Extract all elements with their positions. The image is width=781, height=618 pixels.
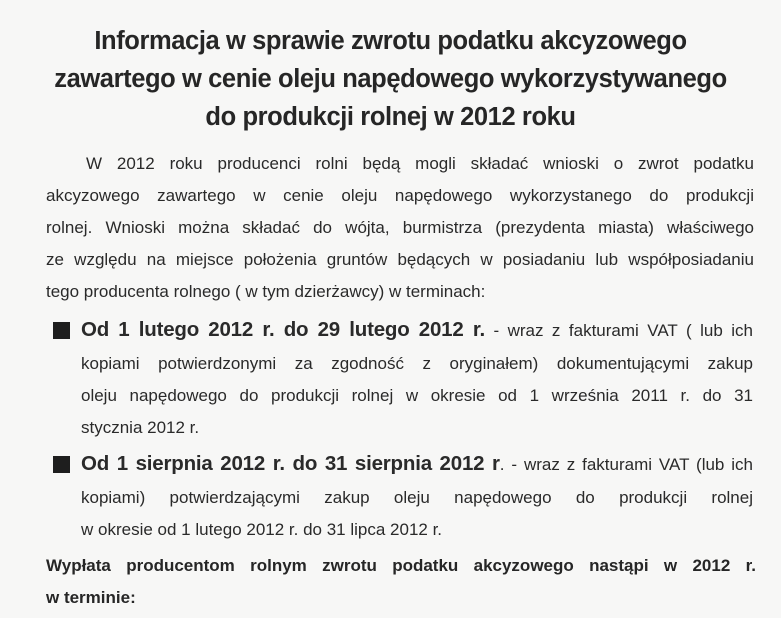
- title-line-2: zawartego w cenie oleju napędowego wykorzystywanego: [54, 65, 727, 93]
- intro-line-3: rolnej. Wnioski można składać do wójta, burmistrza (prezydenta miasta) właściwego: [46, 218, 754, 237]
- intro-line-2: akcyzowego zawartego w cenie oleju napędowego wykorzystanego do produkcji: [46, 186, 754, 205]
- payout-paragraph: [46, 550, 756, 614]
- square-bullet-icon: [53, 456, 70, 473]
- intro-paragraph: [46, 148, 754, 308]
- period-1-first-line-rest: - wraz z fakturami VAT ( lub ich: [484, 321, 753, 340]
- title-line-1: Informacja w sprawie zwrotu podatku akcyzowego: [94, 27, 687, 55]
- period-2-line-2: kopiami) potwierdzającymi zakup oleju napędowego do produkcji rolnej: [81, 488, 753, 507]
- title-line-3: do produkcji rolnej w 2012 roku: [205, 103, 576, 131]
- period-item-2-text: [81, 446, 753, 546]
- payout-line-1: Wypłata producentom rolnym zwrotu podatku akcyzowego nastąpi w 2012 r.: [46, 556, 756, 575]
- period-2-first-line-rest: - wraz z fakturami VAT (lub ich: [504, 455, 753, 474]
- period-1-line-2: kopiami potwierdzonymi za zgodność z oryginałem) dokumentującymi zakup: [81, 354, 753, 373]
- period-2-date-range: Od 1 sierpnia 2012 r. do 31 sierpnia 2012 r: [81, 452, 500, 475]
- period-1-line-4: stycznia 2012 r.: [81, 418, 200, 437]
- square-bullet-icon: [53, 322, 70, 339]
- period-1-line-3: oleju napędowego do produkcji rolnej w okresie od 1 września 2011 r. do 31: [81, 386, 753, 405]
- period-2-date-suffix: .: [499, 455, 505, 474]
- intro-line-1: W 2012 roku producenci rolni będą mogli składać wnioski o zwrot podatku: [86, 154, 754, 173]
- payout-line-2: w terminie:: [46, 588, 136, 607]
- period-item-1-text: [81, 312, 753, 444]
- period-2-line-3: w okresie od 1 lutego 2012 r. do 31 lipca 2012 r.: [81, 520, 443, 539]
- intro-line-4: ze względu na miejsce położenia gruntów będących w posiadaniu lub współposiadaniu: [46, 250, 754, 269]
- period-1-date-range: Od 1 lutego 2012 r. do 29 lutego 2012 r.: [81, 318, 485, 341]
- period-1-first-line: [81, 312, 753, 348]
- document-title: [0, 22, 781, 136]
- intro-line-5: tego producenta rolnego ( w tym dzierżawcy) w terminach:: [46, 282, 486, 301]
- period-2-first-line: [81, 446, 753, 482]
